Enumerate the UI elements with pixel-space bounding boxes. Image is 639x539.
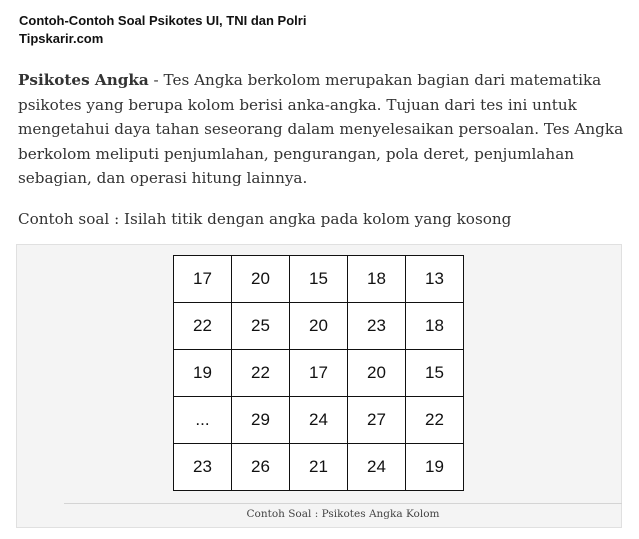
grid-cell: 24	[290, 397, 348, 444]
grid-cell: 23	[348, 303, 406, 350]
grid-cell: 21	[290, 444, 348, 491]
grid-row	[174, 444, 464, 491]
grid-cell: 22	[174, 303, 232, 350]
grid-cell: 20	[290, 303, 348, 350]
grid-cell: 22	[232, 350, 290, 397]
grid-cell: 26	[232, 444, 290, 491]
grid-cell: 17	[290, 350, 348, 397]
grid-cell: 19	[174, 350, 232, 397]
grid-cell: 15	[290, 256, 348, 303]
grid-cell: 20	[232, 256, 290, 303]
grid-cell: 19	[406, 444, 464, 491]
article-paragraph	[18, 68, 624, 191]
grid-row	[174, 397, 464, 444]
grid-row	[174, 256, 464, 303]
grid-cell: 15	[406, 350, 464, 397]
document-header	[19, 12, 306, 48]
grid-cell: 29	[232, 397, 290, 444]
site-name: Tipskarir.com	[19, 31, 104, 46]
grid-cell: 13	[406, 256, 464, 303]
document-title: Contoh-Contoh Soal Psikotes UI, TNI dan Polri	[19, 13, 307, 28]
paragraph-lead: Psikotes Angka	[18, 71, 149, 89]
grid-row	[174, 350, 464, 397]
grid-cell: 18	[348, 256, 406, 303]
number-grid	[173, 255, 464, 491]
grid-cell: 23	[174, 444, 232, 491]
figure-caption: Contoh Soal : Psikotes Angka Kolom	[64, 503, 622, 524]
grid-cell: 25	[232, 303, 290, 350]
grid-cell-blank: ...	[174, 397, 232, 444]
grid-row	[174, 303, 464, 350]
paragraph-body: - Tes Angka berkolom merupakan bagian dari matematika psikotes yang berupa kolom berisi anka-angka. Tujuan dari tes ini untuk mengetahui daya tahan seseorang dalam menyelesaikan persoalan. Tes Angka berkolom meliputi penjumlahan, pengurangan, pola deret, penjumlahan sebagian, dan operasi hitung lainnya.	[18, 71, 624, 187]
grid-cell: 24	[348, 444, 406, 491]
question-instruction: Contoh soal : Isilah titik dengan angka pada kolom yang kosong	[18, 210, 512, 228]
grid-cell: 18	[406, 303, 464, 350]
grid-cell: 22	[406, 397, 464, 444]
grid-cell: 17	[174, 256, 232, 303]
grid-cell: 27	[348, 397, 406, 444]
grid-cell: 20	[348, 350, 406, 397]
